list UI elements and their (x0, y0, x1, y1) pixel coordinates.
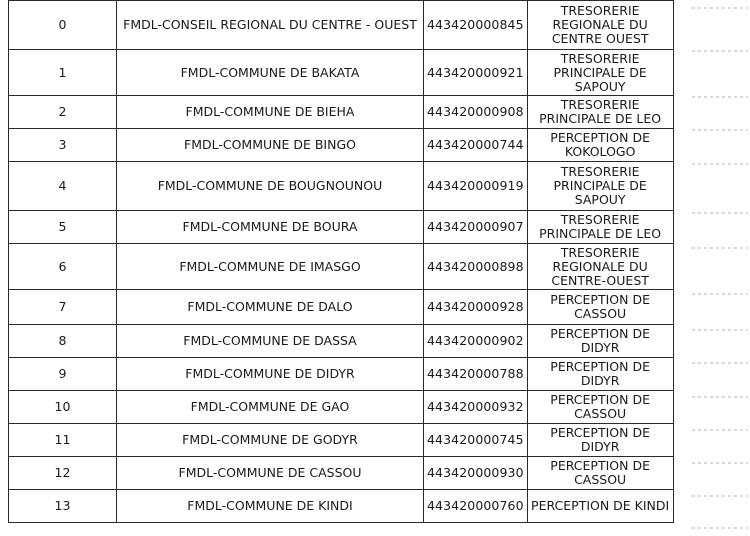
municipality-name: FMDL-CONSEIL REGIONAL DU CENTRE - OUEST (117, 1, 424, 50)
municipality-name: FMDL-COMMUNE DE BOURA (117, 211, 424, 244)
municipality-name: FMDL-COMMUNE DE BAKATA (117, 50, 424, 96)
treasury-office: TRESORERIE PRINCIPALE DE LEO (527, 96, 673, 129)
row-index: 0 (9, 1, 117, 50)
table-row (9, 424, 674, 457)
dashed-right-edge (690, 0, 750, 536)
row-index: 5 (9, 211, 117, 244)
row-index: 8 (9, 325, 117, 358)
treasury-office: PERCEPTION DE CASSOU (527, 457, 673, 490)
account-number: 443420000902 (424, 325, 528, 358)
treasury-office: PERCEPTION DE DIDYR (527, 325, 673, 358)
table-row (9, 244, 674, 290)
row-index: 1 (9, 50, 117, 96)
account-number: 443420000788 (424, 358, 528, 391)
municipality-name: FMDL-COMMUNE DE BIEHA (117, 96, 424, 129)
account-number: 443420000919 (424, 162, 528, 211)
treasury-office: PERCEPTION DE DIDYR (527, 358, 673, 391)
row-index: 11 (9, 424, 117, 457)
table-row (9, 325, 674, 358)
treasury-office: PERCEPTION DE KINDI (527, 490, 673, 523)
account-number: 443420000932 (424, 391, 528, 424)
account-number: 443420000898 (424, 244, 528, 290)
table-row (9, 1, 674, 50)
treasury-office: PERCEPTION DE CASSOU (527, 290, 673, 325)
municipality-name: FMDL-COMMUNE DE KINDI (117, 490, 424, 523)
municipality-name: FMDL-COMMUNE DE GAO (117, 391, 424, 424)
account-number: 443420000907 (424, 211, 528, 244)
municipality-name: FMDL-COMMUNE DE DALO (117, 290, 424, 325)
row-index: 6 (9, 244, 117, 290)
municipality-name: FMDL-COMMUNE DE DASSA (117, 325, 424, 358)
row-index: 12 (9, 457, 117, 490)
municipality-treasury-table (8, 0, 674, 523)
row-index: 9 (9, 358, 117, 391)
row-index: 4 (9, 162, 117, 211)
row-index: 10 (9, 391, 117, 424)
account-number: 443420000760 (424, 490, 528, 523)
treasury-office: PERCEPTION DE KOKOLOGO (527, 129, 673, 162)
table-row (9, 290, 674, 325)
table-row (9, 358, 674, 391)
account-number: 443420000930 (424, 457, 528, 490)
municipality-name: FMDL-COMMUNE DE DIDYR (117, 358, 424, 391)
row-index: 7 (9, 290, 117, 325)
account-number: 443420000745 (424, 424, 528, 457)
municipality-name: FMDL-COMMUNE DE GODYR (117, 424, 424, 457)
treasury-office: TRESORERIE PRINCIPALE DE SAPOUY (527, 162, 673, 211)
treasury-office: TRESORERIE PRINCIPALE DE SAPOUY (527, 50, 673, 96)
row-index: 13 (9, 490, 117, 523)
treasury-office: TRESORERIE REGIONALE DU CENTRE-OUEST (527, 244, 673, 290)
treasury-office: PERCEPTION DE CASSOU (527, 391, 673, 424)
row-index: 2 (9, 96, 117, 129)
treasury-office: PERCEPTION DE DIDYR (527, 424, 673, 457)
treasury-office: TRESORERIE PRINCIPALE DE LEO (527, 211, 673, 244)
table-row (9, 391, 674, 424)
municipality-name: FMDL-COMMUNE DE IMASGO (117, 244, 424, 290)
treasury-office: TRESORERIE REGIONALE DU CENTRE OUEST (527, 1, 673, 50)
account-number: 443420000908 (424, 96, 528, 129)
account-number: 443420000928 (424, 290, 528, 325)
table-row (9, 96, 674, 129)
table-row (9, 457, 674, 490)
table-row (9, 129, 674, 162)
table-row (9, 211, 674, 244)
account-number: 443420000921 (424, 50, 528, 96)
municipality-name: FMDL-COMMUNE DE BOUGNOUNOU (117, 162, 424, 211)
table-row (9, 162, 674, 211)
municipality-name: FMDL-COMMUNE DE BINGO (117, 129, 424, 162)
account-number: 443420000744 (424, 129, 528, 162)
table-body (9, 1, 674, 523)
account-number: 443420000845 (424, 1, 528, 50)
table-row (9, 50, 674, 96)
table-row (9, 490, 674, 523)
municipality-name: FMDL-COMMUNE DE CASSOU (117, 457, 424, 490)
row-index: 3 (9, 129, 117, 162)
